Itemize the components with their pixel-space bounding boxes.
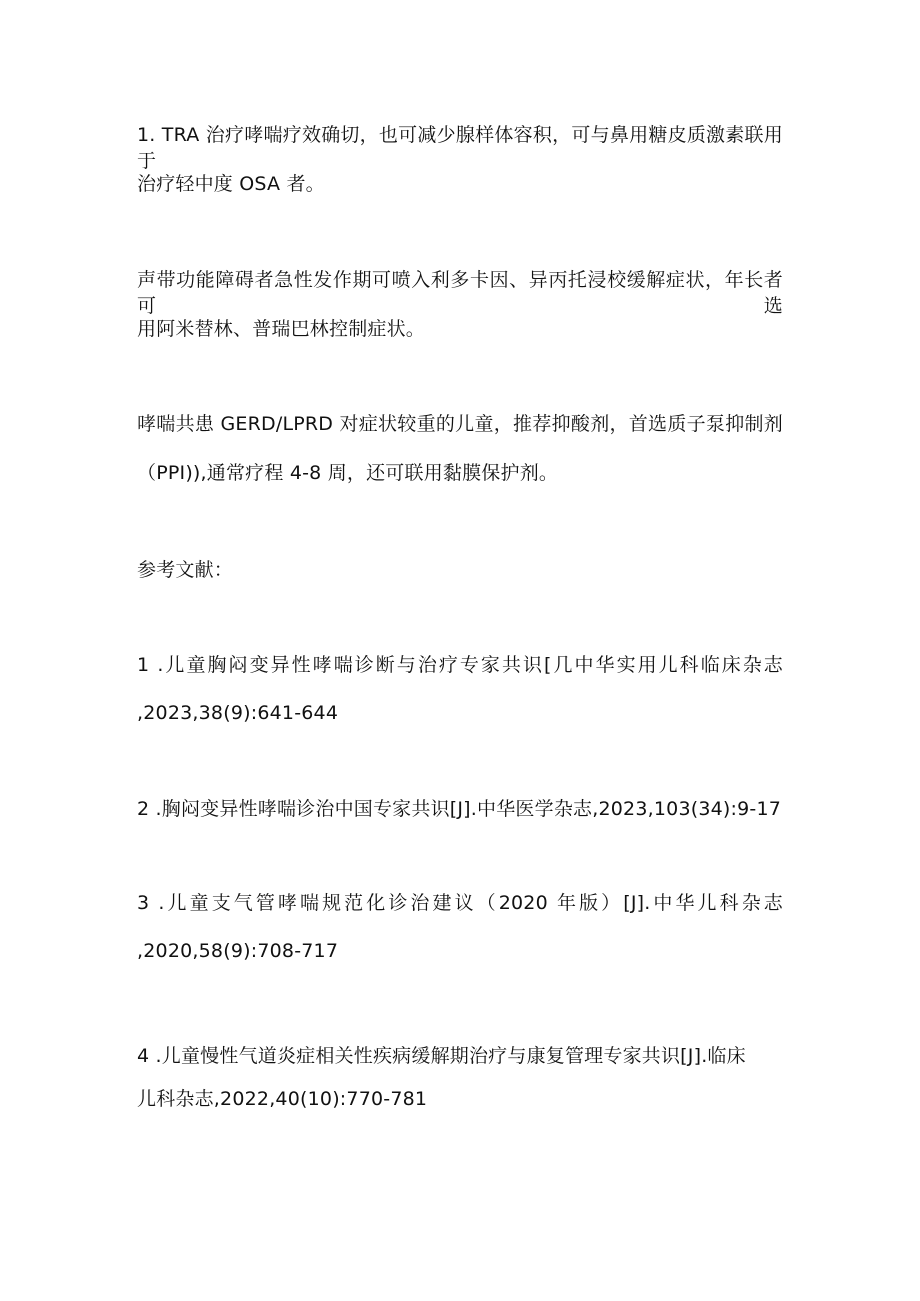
paragraph-2-line-1: 声带功能障碍者急性发作期可喷入利多卡因、异丙托浸校缓解症状，年长者可选: [137, 269, 783, 317]
paragraph-1-line-2: 治疗轻中度 OSA 者。: [137, 173, 325, 195]
paragraph-2-line-2: 用阿米替林、普瑞巴林控制症状。: [137, 318, 426, 340]
reference-2-line-1: 2 .胸闷变异性哮喘诊治中国专家共识[J].中华医学杂志,2023,103(34):9-17: [137, 798, 782, 820]
paragraph-3-line-1: 哮喘共患 GERD/LPRD 对症状较重的儿童，推荐抑酸剂，首选质子泵抑制剂: [137, 413, 783, 435]
reference-1-line-2: ,2023,38(9):641-644: [137, 702, 339, 724]
reference-4-line-1: 4 .儿童慢性气道炎症相关性疾病缓解期治疗与康复管理专家共识[J].临床: [137, 1045, 746, 1067]
paragraph-1-line-1: 1. TRA 治疗哮喘疗效确切，也可减少腺样体容积，可与鼻用糖皮质激素联用于: [137, 124, 783, 172]
reference-3-line-1: 3 .儿童支气管哮喘规范化诊治建议（2020 年版）[J].中华儿科杂志: [137, 892, 783, 914]
reference-3-line-2: ,2020,58(9):708-717: [137, 940, 339, 962]
reference-1-line-1: 1 .儿童胸闷变异性哮喘诊断与治疗专家共识[几中华实用儿科临床杂志: [137, 654, 783, 676]
paragraph-3-line-2: （PPI)),通常疗程 4-8 周，还可联用黏膜保护剂。: [137, 462, 559, 484]
reference-4-line-2: 儿科杂志,2022,40(10):770-781: [137, 1088, 428, 1110]
references-heading: 参考文献：: [137, 559, 234, 581]
